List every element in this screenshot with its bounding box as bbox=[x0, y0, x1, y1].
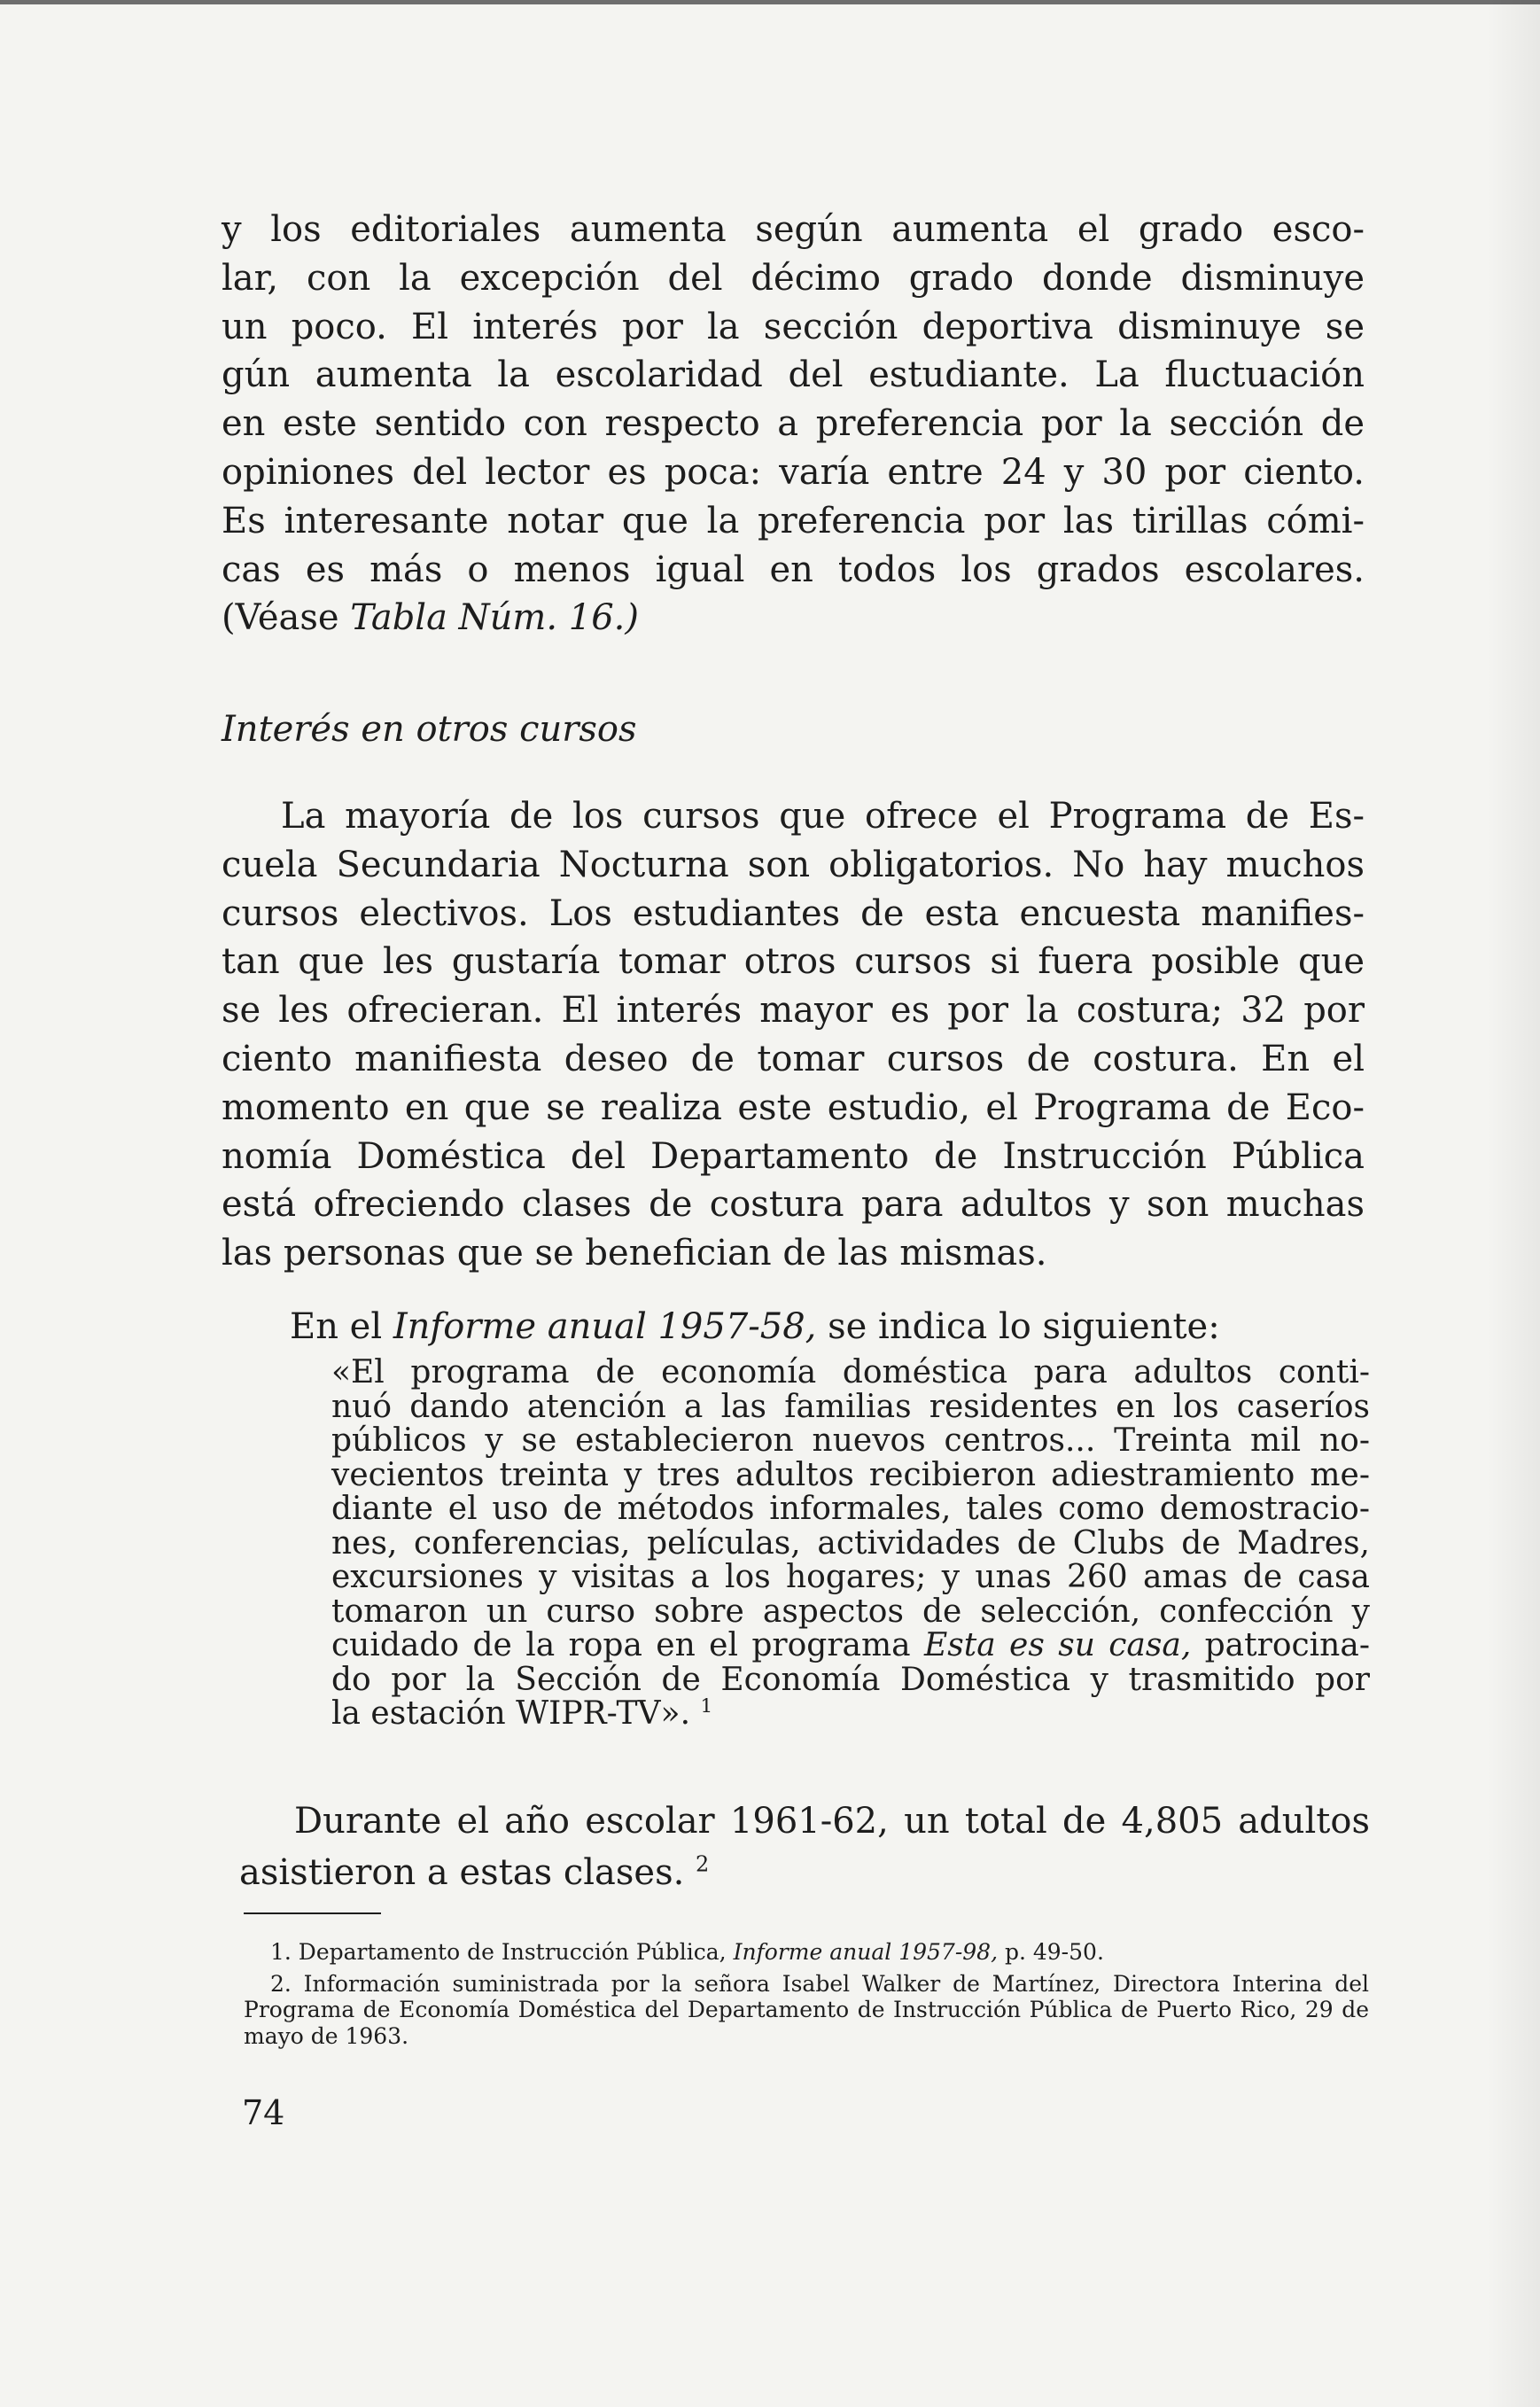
footnote-1-suffix: p. 49-50. bbox=[998, 1939, 1104, 1965]
quote-last-text: la estación WIPR-TV». bbox=[331, 1695, 691, 1732]
text-line: Es interesante notar que la preferencia por las tirillas cómi- bbox=[222, 500, 1365, 541]
quote-line: «El programa de economía doméstica para adultos conti- bbox=[331, 1354, 1370, 1390]
text-line: y los editoriales aumenta según aumenta el grado esco- bbox=[222, 209, 1365, 250]
quote-line-suffix: patrocina- bbox=[1191, 1627, 1370, 1663]
text-line: un poco. El interés por la sección deportiva disminuye se bbox=[222, 306, 1365, 347]
text-line: cas es más o menos igual en todos los grados escolares. bbox=[222, 549, 1365, 590]
table-reference bbox=[222, 594, 1365, 643]
text-line: ciento manifiesta deseo de tomar cursos de costura. En el bbox=[222, 1038, 1365, 1079]
text-line: las personas que se benefician de las mismas. bbox=[222, 1233, 1047, 1274]
quote-line: nes, conferencias, películas, actividades de Clubs de Madres, bbox=[331, 1524, 1370, 1562]
text-line: en este sentido con respecto a preferencia por la sección de bbox=[222, 403, 1365, 445]
footnote-2: 2. Información suministrada por la señora Isabel Walker de Martínez, Directora Interina del Programa de Economía Doméstica del Departamento de Instrucción Pública de Puerto Rico, 29 de mayo de 1963. bbox=[244, 1970, 1369, 2049]
text-line: cuela Secundaria Nocturna son obligatorios. No hay muchos bbox=[222, 844, 1365, 885]
scan-top-edge bbox=[0, 0, 1540, 4]
quote-line: nuó dando atención a las familias residentes en los caseríos bbox=[331, 1388, 1370, 1425]
quote-line bbox=[331, 1697, 1370, 1732]
footnote-1 bbox=[244, 1939, 1369, 1966]
text-line: está ofreciendo clases de costura para adultos y son muchas bbox=[222, 1184, 1365, 1226]
program-title: Esta es su casa, bbox=[924, 1627, 1192, 1663]
reference-table: Tabla Núm. 16.) bbox=[350, 597, 639, 639]
quote-intro-prefix: En el bbox=[290, 1306, 393, 1347]
page-gutter-shade bbox=[1487, 0, 1540, 2407]
quote-line: públicos y se establecieron nuevos centros... Treinta mil no- bbox=[331, 1422, 1370, 1459]
footnotes bbox=[244, 1939, 1369, 2049]
block-quote bbox=[331, 1356, 1370, 1732]
section-heading: Interés en otros cursos bbox=[222, 709, 637, 750]
quote-line bbox=[331, 1629, 1370, 1663]
paragraph-editoriales bbox=[222, 206, 1365, 643]
text-line: gún aumenta la escolaridad del estudiante. La fluctuación bbox=[222, 354, 1365, 396]
closing-paragraph bbox=[239, 1796, 1370, 1898]
quote-line: excursiones y visitas a los hogares; y unas 260 amas de casa bbox=[331, 1559, 1370, 1595]
footnote-rule bbox=[244, 1912, 381, 1914]
closing-text: asistieron a estas clases. bbox=[239, 1852, 685, 1893]
footnote-marker: 1 bbox=[700, 1695, 713, 1718]
footnote-1-title: Informe anual 1957-98, bbox=[733, 1939, 999, 1965]
text-line: lar, con la excepción del décimo grado donde disminuye bbox=[222, 257, 1365, 299]
text-line: tan que les gustaría tomar otros cursos si fuera posible que bbox=[222, 941, 1365, 983]
text-line: cursos electivos. Los estudiantes de esta encuesta manifies- bbox=[222, 892, 1365, 934]
text-line: se les ofrecieran. El interés mayor es por la costura; 32 por bbox=[222, 990, 1365, 1032]
report-title: Informe anual 1957-58, bbox=[393, 1306, 817, 1347]
paragraph-cursos bbox=[222, 792, 1365, 1278]
quote-intro-suffix: se indica lo siguiente: bbox=[816, 1306, 1220, 1347]
quote-intro bbox=[290, 1306, 1220, 1347]
reference-prefix: (Véase bbox=[222, 597, 351, 639]
quote-line: do por la Sección de Economía Doméstica y trasmitido por bbox=[331, 1661, 1370, 1698]
text-line bbox=[239, 1847, 1370, 1898]
quote-line-prefix: cuidado de la ropa en el programa bbox=[331, 1627, 924, 1663]
page-number: 74 bbox=[242, 2093, 285, 2132]
text-line: Durante el año escolar 1961-62, un total de 4,805 adultos bbox=[294, 1801, 1370, 1842]
footnote-marker: 2 bbox=[696, 1851, 710, 1877]
text-line: opiniones del lector es poca: varía entre 24 y 30 por ciento. bbox=[222, 451, 1365, 493]
text-line: momento en que se realiza este estudio, el Programa de Eco- bbox=[222, 1087, 1365, 1128]
quote-line: vecientos treinta y tres adultos recibieron adiestramiento me- bbox=[331, 1456, 1370, 1493]
text-line: nomía Doméstica del Departamento de Instrucción Pública bbox=[222, 1135, 1365, 1177]
footnote-1-prefix: 1. Departamento de Instrucción Pública, bbox=[270, 1939, 734, 1965]
quote-line: diante el uso de métodos informales, tales como demostracio- bbox=[331, 1491, 1370, 1527]
text-line: La mayoría de los cursos que ofrece el Programa de Es- bbox=[281, 796, 1365, 837]
quote-line: tomaron un curso sobre aspectos de selección, confección y bbox=[331, 1593, 1370, 1630]
